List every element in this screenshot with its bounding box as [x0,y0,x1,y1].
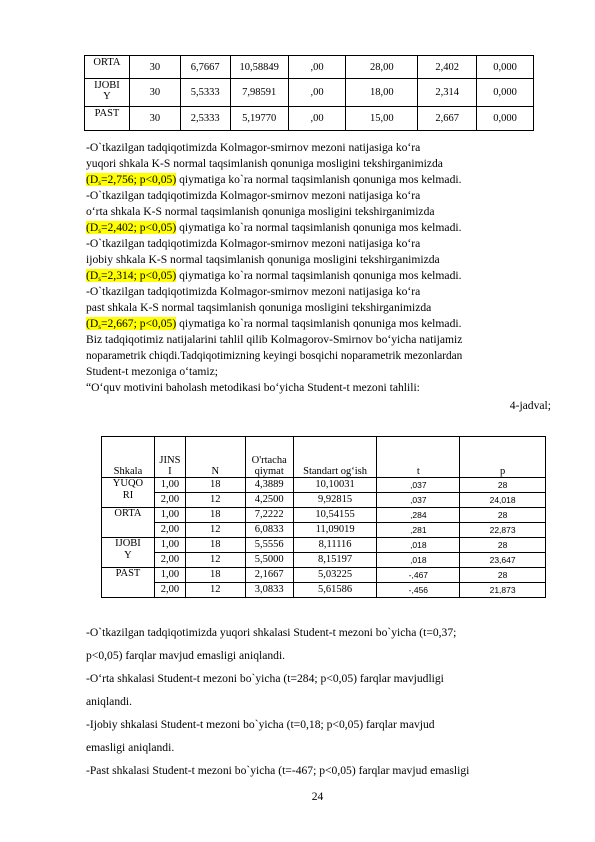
cell: 4,3889 [245,478,293,493]
cell: 28 [460,538,546,553]
cell: 28 [460,478,546,493]
cell: 2,00 [154,583,185,598]
cell: 30 [129,107,180,131]
cell: ,281 [377,523,460,538]
hl-text: (D [86,173,99,186]
cell: ,037 [377,493,460,508]
cell: 30 [129,79,180,107]
cell: 24,018 [460,493,546,508]
cell: 6,0833 [245,523,293,538]
cell: 28 [460,568,546,583]
cell: 2,1667 [245,568,293,583]
cell: 0,000 [477,107,534,131]
header-shkala: Shkala [102,437,155,478]
row-label-orta: ORTA [85,56,130,79]
cell: 2,667 [418,107,477,131]
cell: 8,11116 [293,538,377,553]
text-line [86,268,461,284]
cell: 2,00 [154,493,185,508]
header-n: N [185,437,245,478]
cell: 18 [185,538,245,553]
cell: 1,00 [154,568,185,583]
cell: 23,647 [460,553,546,568]
text-line: noparametrik chiqdi.Tadqiqotimizning keyingi bosqichi noparametrik mezonlardan [86,350,463,362]
cell: ,00 [288,107,346,131]
cell: 1,00 [154,478,185,493]
cell: ,00 [288,56,346,79]
cell: 18 [185,568,245,583]
text-line [86,316,461,332]
row-label-past: PAST [85,107,130,131]
conclusion-line: -Past shkalasi Student-t mezoni bo`yicha (t=-467; p<0,05) farqlar mavjud emasligi [86,764,470,777]
group-text: IJOBI Y [115,538,141,561]
cell: 12 [185,493,245,508]
hl-sub: s [98,227,101,235]
cell: 5,19770 [230,107,288,131]
cell: 22,873 [460,523,546,538]
cell: 2,00 [154,553,185,568]
conclusion-line: p<0,05) farqlar mavjud emasligi aniqlandi. [86,649,286,662]
text-line: “O‘quv motivini baholash metodikasi bo‘yicha Student-t mezoni tahlili: [86,381,420,394]
hl-text: =2,314; p<0,05) [100,269,177,282]
cell: 2,402 [418,56,477,79]
cell: ,018 [377,553,460,568]
cell: 28,00 [346,56,418,79]
cell: 8,15197 [293,553,377,568]
cell: 5,61586 [293,583,377,598]
hl-sub: s [98,275,101,283]
cell: 2,5333 [180,107,230,131]
hl-sub: s [98,323,101,331]
highlight [86,221,176,234]
group-yuqori [102,478,155,508]
header-text: JINS I [159,455,181,477]
hl-sub: s [98,179,101,187]
hl-text: =2,667; p<0,05) [100,317,177,330]
row-label-text: IJOBI Y [94,80,120,102]
cell: 10,10031 [293,478,377,493]
cell: 1,00 [154,538,185,553]
group-past: PAST [102,568,155,598]
cell: ,00 [288,79,346,107]
header-jinsi [154,437,185,478]
cell: 5,03225 [293,568,377,583]
cell: 10,58849 [230,56,288,79]
cell: 11,09019 [293,523,377,538]
highlight [86,269,176,282]
ks-table [84,55,534,131]
cell: 21,873 [460,583,546,598]
hl-text: =2,402; p<0,05) [100,221,177,234]
table-label: 4-jadval; [509,399,551,412]
hl-text: (D [86,221,99,234]
cell: 12 [185,523,245,538]
cell: 5,5000 [245,553,293,568]
header-standart: Standart og‘ish [293,437,377,478]
text-line: ijobiy shkala K-S normal taqsimlanish qonuniga mosligini tekshirganimizda [86,253,440,266]
text-line [86,220,461,236]
text-line: -O`tkazilgan tadqiqotimizda Kolmagor-smirnov mezoni natijasiga ko‘ra [86,285,421,298]
cell: 10,54155 [293,508,377,523]
cell: 0,000 [477,56,534,79]
cell: ,284 [377,508,460,523]
cell: 5,5333 [180,79,230,107]
group-text: YUQO RI [112,478,144,501]
cell: 12 [185,553,245,568]
cell: ,037 [377,478,460,493]
cell: -,456 [377,583,460,598]
cell: 7,2222 [245,508,293,523]
cell: 30 [129,56,180,79]
group-ijobiy [102,538,155,568]
cell: 6,7667 [180,56,230,79]
cell: 0,000 [477,79,534,107]
cell: 2,00 [154,523,185,538]
text-rest: qiymatiga ko`ra normal taqsimlanish qonuniga mos kelmadi. [176,269,462,282]
cell: 18 [185,478,245,493]
cell: -,467 [377,568,460,583]
highlight [86,317,176,330]
text-rest: qiymatiga ko`ra normal taqsimlanish qonuniga mos kelmadi. [176,173,462,186]
cell: ,018 [377,538,460,553]
cell: 18,00 [346,79,418,107]
conclusion-line: -O‘rta shkalasi Student-t mezoni bo`yicha (t=284; p<0,05) farqlar mavjudligi [86,672,444,685]
text-rest: qiymatiga ko`ra normal taqsimlanish qonuniga mos kelmadi. [176,317,462,330]
cell: 28 [460,508,546,523]
highlight [86,173,176,186]
row-label-ijobiy [85,79,130,107]
conclusion-line: aniqlandi. [86,695,133,708]
cell: 12 [185,583,245,598]
cell: 5,5556 [245,538,293,553]
cell: 1,00 [154,508,185,523]
header-ortacha [245,437,293,478]
header-p: p [460,437,546,478]
hl-text: (D [86,317,99,330]
cell: 7,98591 [230,79,288,107]
cell: 4,2500 [245,493,293,508]
text-line: Student-t mezoniga o‘tamiz; [86,365,219,378]
cell: 2,314 [418,79,477,107]
cell: 15,00 [346,107,418,131]
conclusion-line: -O`tkazilgan tadqiqotimizda yuqori shkalasi Student-t mezoni bo`yicha (t=0,37; [86,626,457,639]
hl-text: (D [86,269,99,282]
text-line: Biz tadqiqotimiz natijalarini tahlil qilib Kolmagorov-Smirnov bo‘yicha natijamiz [86,333,463,346]
text-line: o‘rta shkala K-S normal taqsimlanish qonuniga mosligini tekshirganimizda [86,205,435,218]
text-line: -O`tkazilgan tadqiqotimizda Kolmagor-smirnov mezoni natijasiga ko‘ra [86,237,421,250]
group-orta: ORTA [102,508,155,538]
text-line: -O`tkazilgan tadqiqotimizda Kolmagor-smirnov mezoni natijasiga ko‘ra [86,141,421,154]
text-line [86,172,461,188]
page-number: 24 [311,790,324,803]
student-t-table [101,436,546,598]
cell: 3,0833 [245,583,293,598]
conclusion-line: emasligi aniqlandi. [86,741,175,754]
conclusion-line: -Ijobiy shkalasi Student-t mezoni bo`yicha (t=0,18; p<0,05) farqlar mavjud [86,718,435,731]
text-line: past shkala K-S normal taqsimlanish qonuniga mosligini tekshirganimizda [86,301,432,314]
header-text: O'rtacha qiymat [251,455,287,477]
cell: 9,92815 [293,493,377,508]
text-line: -O`tkazilgan tadqiqotimizda Kolmagor-smirnov mezoni natijasiga ko‘ra [86,189,421,202]
text-rest: qiymatiga ko`ra normal taqsimlanish qonuniga mos kelmadi. [176,221,462,234]
text-line: yuqori shkala K-S normal taqsimlanish qonuniga mosligini tekshirganimizda [86,157,443,170]
header-t: t [377,437,460,478]
cell: 18 [185,508,245,523]
hl-text: =2,756; p<0,05) [100,173,177,186]
